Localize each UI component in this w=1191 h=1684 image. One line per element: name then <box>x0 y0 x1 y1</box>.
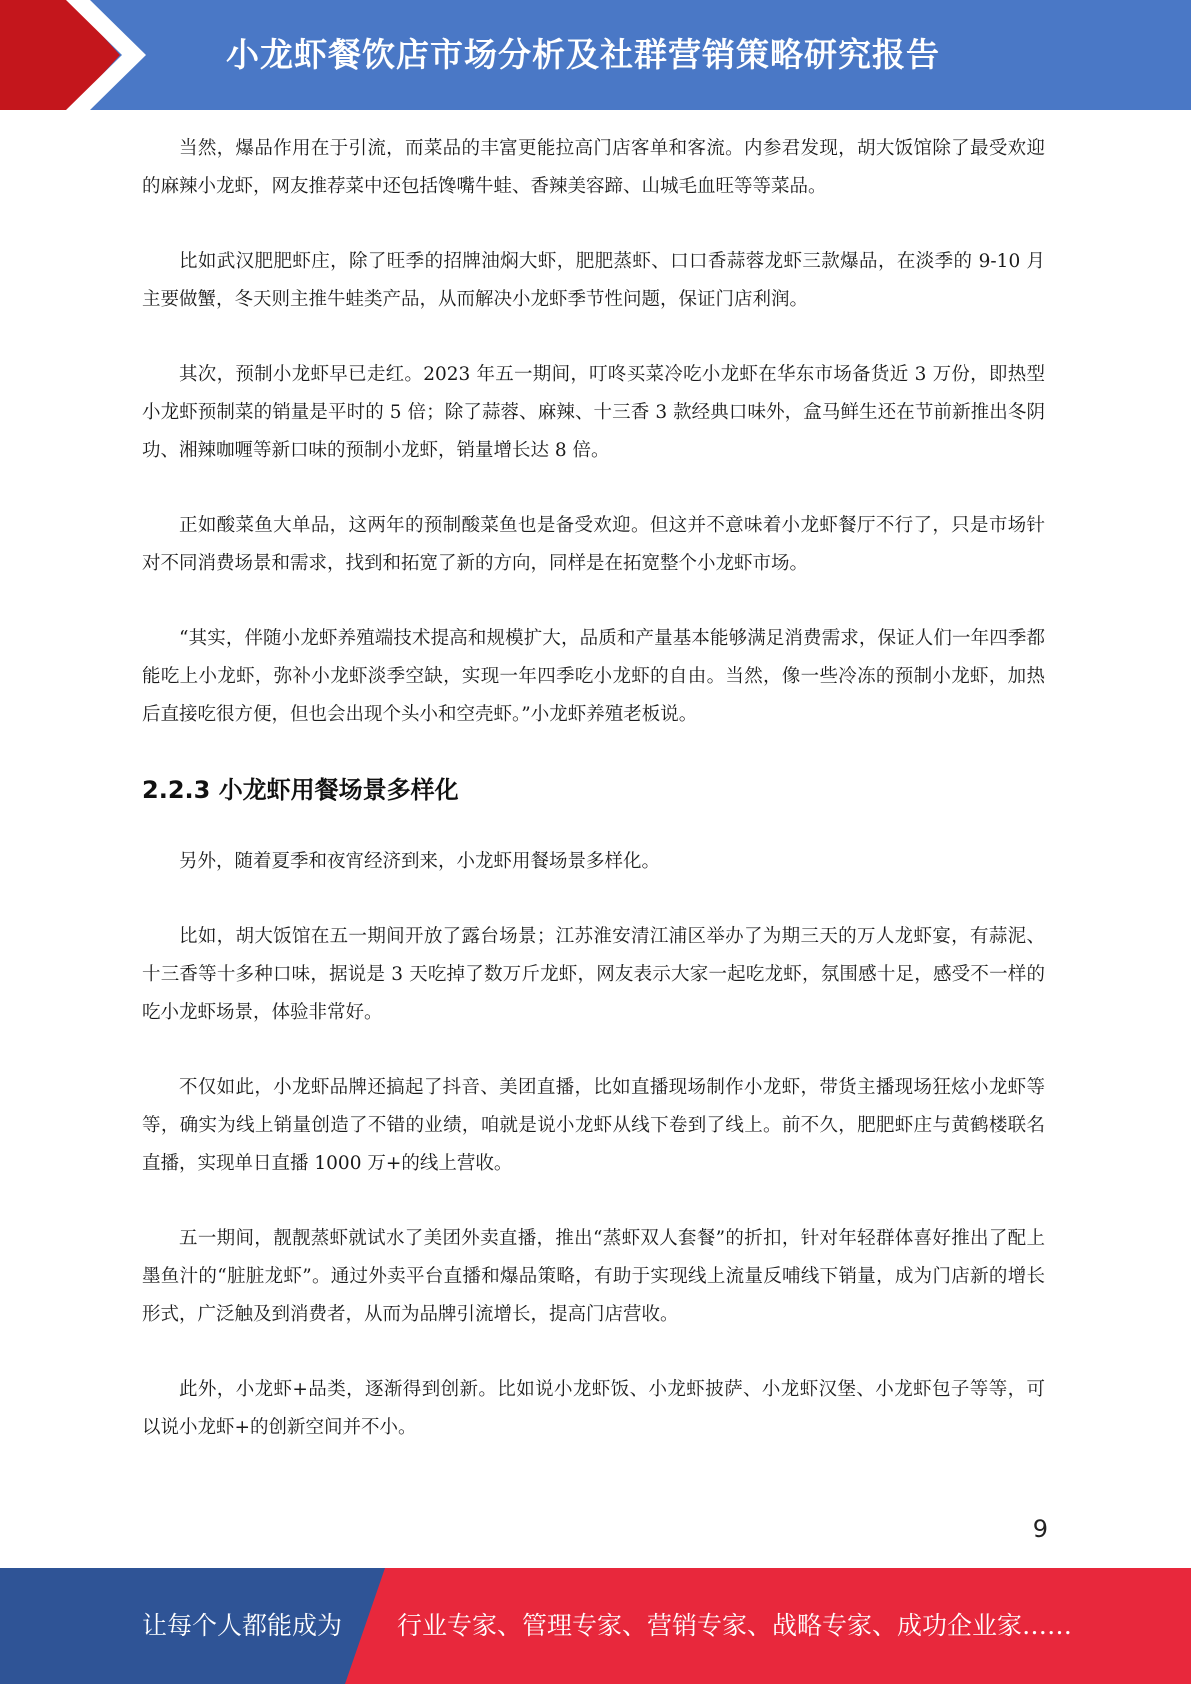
paragraph: “其实，伴随小龙虾养殖端技术提高和规模扩大，品质和产量基本能够满足消费需求，保证人们一年四季都能吃上小龙虾，弥补小龙虾淡季空缺，实现一年四季吃小龙虾的自由。当然，像一些冷冻的预制小龙虾，加热后直接吃很方便，但也会出现个头小和空壳虾。”小龙虾养殖老板说。 <box>142 628 1045 725</box>
paragraph: 另外，随着夏季和夜宵经济到来，小龙虾用餐场景多样化。 <box>179 851 661 872</box>
paragraph: 其次，预制小龙虾早已走红。2023 年五一期间，叮咚买菜冷吃小龙虾在华东市场备货近 3 万份，即热型小龙虾预制菜的销量是平时的 5 倍；除了蒜蓉、麻辣、十三香 3 款经典口味外，盒马鲜生还在节前新推出冬阴功、湘辣咖喱等新口味的预制小龙虾，销量增长达 8 倍。 <box>142 364 1045 461</box>
page-number: 9 <box>1032 1515 1048 1543</box>
paragraph: 五一期间，靓靓蒸虾就试水了美团外卖直播，推出“蒸虾双人套餐”的折扣，针对年轻群体喜好推出了配上墨鱼汁的“脏脏龙虾”。通过外卖平台直播和爆品策略，有助于实现线上流量反哺线下销量，成为门店新的增长形式，广泛触及到消费者，从而为品牌引流增长，提高门店营收。 <box>142 1228 1045 1325</box>
paragraph: 比如，胡大饭馆在五一期间开放了露台场景；江苏淮安清江浦区举办了为期三天的万人龙虾宴，有蒜泥、十三香等十多种口味，据说是 3 天吃掉了数万斤龙虾，网友表示大家一起吃龙虾，氛围感十足，感受不一样的吃小龙虾场景，体验非常好。 <box>142 926 1045 1023</box>
footer-slogan-right: 行业专家、管理专家、营销专家、战略专家、成功企业家…… <box>397 1611 1073 1640</box>
page-header <box>0 0 1191 110</box>
footer-slogan-left: 让每个人都能成为 <box>142 1611 343 1640</box>
section-heading: 2.2.3 小龙虾用餐场景多样化 <box>142 776 459 804</box>
page-footer <box>0 1568 1191 1684</box>
paragraph: 比如武汉肥肥虾庄，除了旺季的招牌油焖大虾，肥肥蒸虾、口口香蒜蓉龙虾三款爆品，在淡季的 9-10 月主要做蟹，冬天则主推牛蛙类产品，从而解决小龙虾季节性问题，保证门店利润。 <box>142 251 1045 310</box>
document-body <box>142 130 1045 1484</box>
paragraph: 此外，小龙虾+品类，逐渐得到创新。比如说小龙虾饭、小龙虾披萨、小龙虾汉堡、小龙虾包子等等，可以说小龙虾+的创新空间并不小。 <box>142 1379 1045 1438</box>
paragraph: 正如酸菜鱼大单品，这两年的预制酸菜鱼也是备受欢迎。但这并不意味着小龙虾餐厅不行了，只是市场针对不同消费场景和需求，找到和拓宽了新的方向，同样是在拓宽整个小龙虾市场。 <box>142 515 1045 574</box>
paragraph: 当然，爆品作用在于引流，而菜品的丰富更能拉高门店客单和客流。内参君发现，胡大饭馆除了最受欢迎的麻辣小龙虾，网友推荐菜中还包括馋嘴牛蛙、香辣美容蹄、山城毛血旺等等菜品。 <box>142 138 1045 197</box>
header-arrow-decoration <box>0 0 160 110</box>
paragraph: 不仅如此，小龙虾品牌还搞起了抖音、美团直播，比如直播现场制作小龙虾，带货主播现场狂炫小龙虾等等，确实为线上销量创造了不错的业绩，咱就是说小龙虾从线下卷到了线上。前不久，肥肥虾庄与黄鹤楼联名直播，实现单日直播 1000 万+的线上营收。 <box>142 1077 1045 1174</box>
document-title: 小龙虾餐饮店市场分析及社群营销策略研究报告 <box>226 35 940 74</box>
